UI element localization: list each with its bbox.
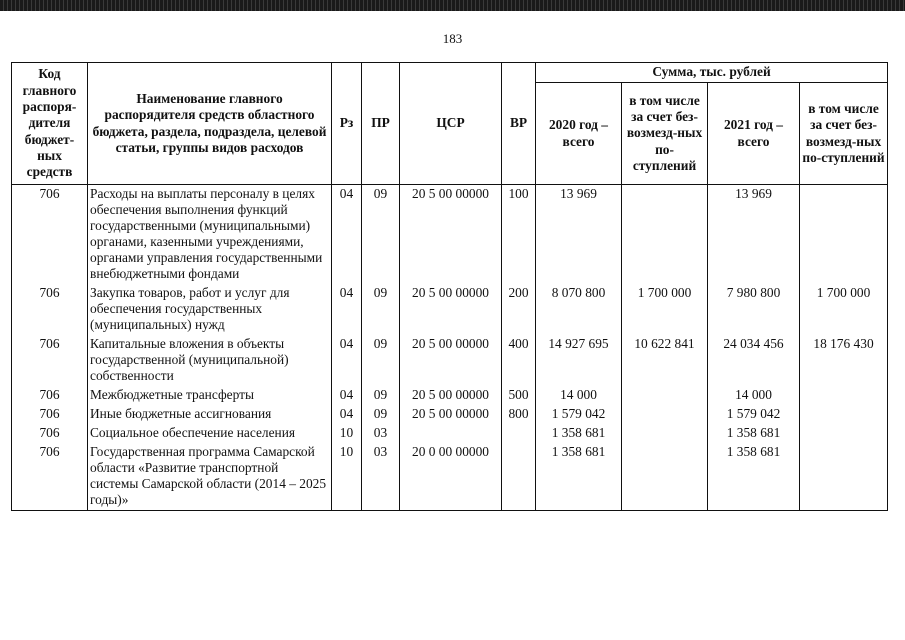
cell-2021-free: 18 176 430: [800, 335, 888, 386]
cell-2021-total: 13 969: [708, 185, 800, 285]
header-vr: ВР: [502, 63, 536, 185]
cell-2020-total: 1 358 681: [536, 443, 622, 511]
cell-csr: 20 5 00 00000: [400, 284, 502, 335]
header-pr: ПР: [362, 63, 400, 185]
header-code: Код главного распоря-дителя бюджет-ных средств: [12, 63, 88, 185]
cell-2020-free: [622, 405, 708, 424]
cell-2021-total: 1 358 681: [708, 424, 800, 443]
cell-rz: 04: [332, 405, 362, 424]
cell-csr: 20 5 00 00000: [400, 386, 502, 405]
cell-2020-total: 1 358 681: [536, 424, 622, 443]
header-2020-free: в том числе за счет без-возмезд-ных по-ступлений: [622, 83, 708, 185]
cell-rz: 04: [332, 386, 362, 405]
cell-2021-free: 1 700 000: [800, 284, 888, 335]
cell-vr: 800: [502, 405, 536, 424]
cell-name: Расходы на выплаты персоналу в целях обеспечения выполнения функций государственными (муниципальными) органами, казенными учреждениями, органами управления государственными внебюджетными фондами: [88, 185, 332, 285]
cell-vr: [502, 424, 536, 443]
cell-rz: 04: [332, 335, 362, 386]
cell-2020-free: [622, 443, 708, 511]
header-rz: Рз: [332, 63, 362, 185]
cell-2020-total: 14 000: [536, 386, 622, 405]
header-sum-group: Сумма, тыс. рублей: [536, 63, 888, 83]
header-2021-free: в том числе за счет без-возмезд-ных по-ступлений: [800, 83, 888, 185]
scan-edge-bar: [0, 0, 905, 11]
cell-csr: [400, 424, 502, 443]
table-row: [12, 424, 888, 443]
cell-rz: 04: [332, 284, 362, 335]
cell-2021-free: [800, 386, 888, 405]
cell-pr: 09: [362, 335, 400, 386]
cell-csr: 20 5 00 00000: [400, 185, 502, 285]
cell-vr: 200: [502, 284, 536, 335]
cell-2020-total: 1 579 042: [536, 405, 622, 424]
cell-2020-free: 1 700 000: [622, 284, 708, 335]
cell-2021-free: [800, 424, 888, 443]
cell-vr: 500: [502, 386, 536, 405]
cell-2021-total: 14 000: [708, 386, 800, 405]
table-body: [12, 185, 888, 511]
cell-code: 706: [12, 424, 88, 443]
cell-pr: 09: [362, 386, 400, 405]
cell-csr: 20 5 00 00000: [400, 335, 502, 386]
cell-2020-free: [622, 424, 708, 443]
cell-vr: [502, 443, 536, 511]
cell-code: 706: [12, 284, 88, 335]
cell-pr: 09: [362, 284, 400, 335]
cell-rz: 10: [332, 443, 362, 511]
cell-2020-total: 14 927 695: [536, 335, 622, 386]
cell-name: Капитальные вложения в объекты государственной (муниципальной) собственности: [88, 335, 332, 386]
cell-pr: 09: [362, 405, 400, 424]
table-row: [12, 386, 888, 405]
cell-2021-free: [800, 185, 888, 285]
header-row-1: [12, 63, 888, 83]
cell-csr: 20 5 00 00000: [400, 405, 502, 424]
table-row: [12, 405, 888, 424]
cell-2020-free: [622, 386, 708, 405]
cell-name: Закупка товаров, работ и услуг для обеспечения государственных (муниципальных) нужд: [88, 284, 332, 335]
cell-rz: 10: [332, 424, 362, 443]
header-csr: ЦСР: [400, 63, 502, 185]
cell-code: 706: [12, 335, 88, 386]
cell-2021-free: [800, 405, 888, 424]
cell-pr: 03: [362, 443, 400, 511]
cell-pr: 09: [362, 185, 400, 285]
table-row: [12, 443, 888, 511]
budget-table: [11, 62, 888, 511]
cell-2021-total: 1 358 681: [708, 443, 800, 511]
cell-name: Социальное обеспечение населения: [88, 424, 332, 443]
cell-vr: 100: [502, 185, 536, 285]
header-2020-total: 2020 год – всего: [536, 83, 622, 185]
cell-2021-total: 7 980 800: [708, 284, 800, 335]
table-row: [12, 185, 888, 285]
cell-code: 706: [12, 386, 88, 405]
cell-code: 706: [12, 185, 88, 285]
cell-csr: 20 0 00 00000: [400, 443, 502, 511]
cell-2021-total: 1 579 042: [708, 405, 800, 424]
cell-2020-total: 13 969: [536, 185, 622, 285]
cell-2021-free: [800, 443, 888, 511]
header-2021-total: 2021 год – всего: [708, 83, 800, 185]
cell-2020-total: 8 070 800: [536, 284, 622, 335]
cell-code: 706: [12, 405, 88, 424]
cell-2020-free: 10 622 841: [622, 335, 708, 386]
cell-code: 706: [12, 443, 88, 511]
cell-name: Государственная программа Самарской области «Развитие транспортной системы Самарской области (2014 – 2025 годы)»: [88, 443, 332, 511]
cell-2021-total: 24 034 456: [708, 335, 800, 386]
page-number: 183: [442, 31, 463, 46]
cell-rz: 04: [332, 185, 362, 285]
table-row: [12, 335, 888, 386]
cell-name: Иные бюджетные ассигнования: [88, 405, 332, 424]
cell-name: Межбюджетные трансферты: [88, 386, 332, 405]
cell-pr: 03: [362, 424, 400, 443]
cell-2020-free: [622, 185, 708, 285]
table-row: [12, 284, 888, 335]
header-name: Наименование главного распорядителя средств областного бюджета, раздела, подраздела, целевой статьи, группы видов расходов: [88, 63, 332, 185]
cell-vr: 400: [502, 335, 536, 386]
